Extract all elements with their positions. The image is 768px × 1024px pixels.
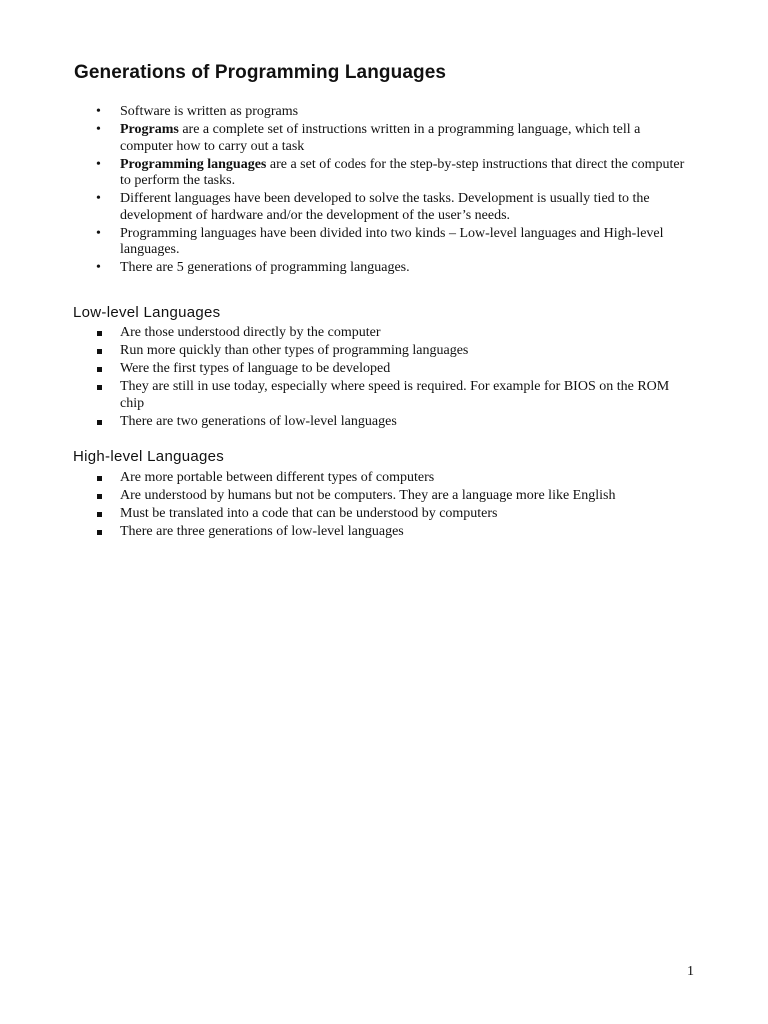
- high-level-bullet-list: [0, 470, 768, 542]
- page-number: 1: [687, 964, 694, 979]
- item-text: Run more quickly than other types of programming languages: [120, 343, 469, 358]
- bullet-icon: •: [96, 104, 101, 119]
- item-bold-term: Programming languages: [120, 156, 267, 172]
- item-text: Are more portable between different types of computers: [120, 470, 435, 485]
- item-text: There are three generations of low-level languages: [120, 524, 404, 539]
- item-text: Different languages have been developed to solve the tasks. Development is usually tied to the development of hardware and/or the development of the user’s needs.: [120, 191, 650, 223]
- square-bullet-icon: [97, 385, 102, 390]
- list-item: [0, 414, 695, 431]
- list-item: [0, 524, 695, 541]
- item-text: are a set of codes for the step-by-step instructions that direct the computer to perform the tasks.: [120, 156, 685, 188]
- list-item: [0, 361, 695, 378]
- square-bullet-icon: [97, 420, 102, 425]
- item-text: They are still in use today, especially where speed is required. For example for BIOS on the ROM chip: [120, 379, 670, 411]
- page-title: Generations of Programming Languages: [74, 62, 447, 83]
- section-heading-low-level: Low-level Languages: [73, 304, 221, 321]
- item-text: Programming languages have been divided into two kinds – Low-level languages and High-level languages.: [120, 225, 664, 257]
- item-text: Are those understood directly by the computer: [120, 325, 381, 340]
- list-item: [0, 506, 695, 523]
- bullet-icon: •: [96, 156, 101, 172]
- section-heading-high-level: High-level Languages: [73, 448, 225, 465]
- square-bullet-icon: [97, 331, 102, 336]
- bullet-icon: •: [96, 225, 101, 241]
- square-bullet-icon: [97, 349, 102, 354]
- bullet-icon: •: [96, 191, 101, 206]
- item-text: Must be translated into a code that can be understood by computers: [120, 506, 498, 521]
- square-bullet-icon: [97, 367, 102, 372]
- list-item: [0, 260, 695, 277]
- list-item: [0, 226, 695, 259]
- item-text: Software is written as programs: [120, 104, 299, 119]
- item-text: Were the first types of language to be developed: [120, 361, 391, 376]
- square-bullet-icon: [97, 512, 102, 517]
- item-text: There are 5 generations of programming languages.: [120, 260, 410, 275]
- list-item: [0, 488, 695, 505]
- bullet-icon: •: [96, 122, 101, 137]
- intro-bullet-list: [0, 104, 768, 278]
- item-text: Are understood by humans but not be computers. They are a language more like English: [120, 488, 616, 503]
- low-level-bullet-list: [0, 325, 768, 432]
- square-bullet-icon: [97, 530, 102, 535]
- square-bullet-icon: [97, 494, 102, 499]
- item-text: There are two generations of low-level languages: [120, 413, 397, 429]
- list-item: [0, 157, 695, 190]
- square-bullet-icon: [97, 476, 102, 481]
- list-item: [0, 470, 695, 487]
- list-item: [0, 379, 695, 412]
- item-bold-term: Programs: [120, 122, 179, 137]
- list-item: [0, 104, 695, 121]
- list-item: [0, 325, 695, 342]
- list-item: [0, 343, 695, 360]
- item-text: are a complete set of instructions written in a programming language, which tell a computer how to carry out a task: [120, 122, 641, 154]
- list-item: [0, 191, 695, 224]
- bullet-icon: •: [96, 260, 101, 275]
- list-item: [0, 122, 695, 155]
